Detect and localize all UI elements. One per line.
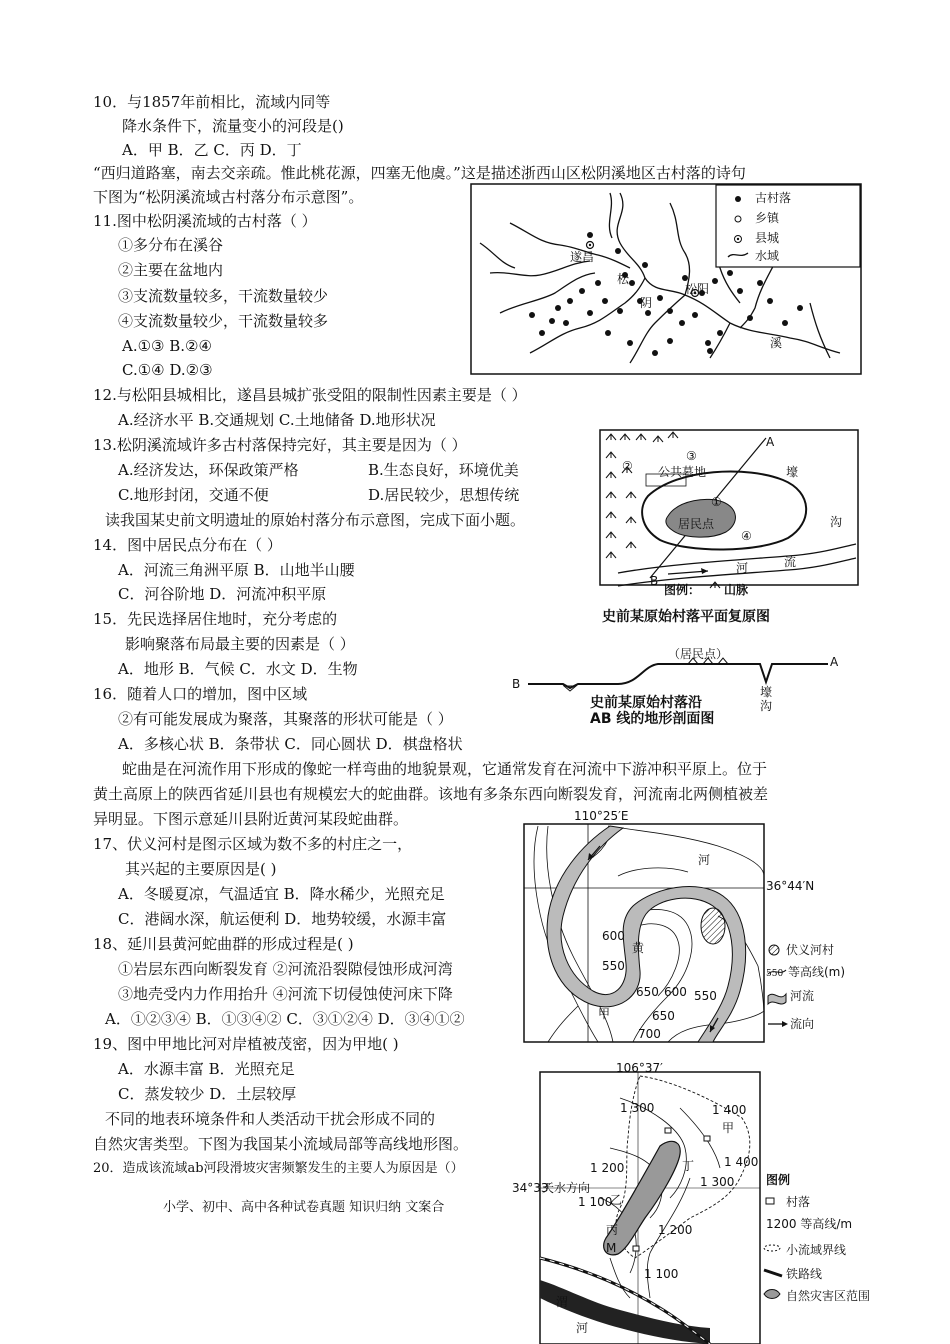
q17-options-ab: A．冬暖夏凉，气温适宜 B．降水稀少，光照充足 <box>118 885 445 903</box>
river-label-huang: 黄 <box>632 941 645 955</box>
village-b <box>633 1246 639 1251</box>
q11-options-cd: C.①④ D.②③ <box>122 361 213 379</box>
label-wei: 渭 <box>556 1295 569 1309</box>
label-a: A <box>766 435 775 449</box>
legend-contour-label: 1200 等高线/m <box>766 1217 853 1231</box>
label-moat-1: 壕 <box>786 465 799 479</box>
q16-options: A．多核心状 B．条带状 C．同心圆状 D．棋盘格状 <box>118 735 463 753</box>
legend-village-label: 伏义河村 <box>786 943 835 957</box>
legend-river-label: 河流 <box>790 989 815 1003</box>
river-label-he: 河 <box>698 853 711 867</box>
q15-line1: 15．先民选择居住地时，充分考虑的 <box>93 610 338 628</box>
contour-700: 700 <box>638 1027 661 1041</box>
label-jia: 甲 <box>722 1121 735 1135</box>
label-cemetery: 公共墓地 <box>658 465 707 479</box>
label-site-2: ② <box>622 459 633 473</box>
footer-text: 小学、初中、高中各种试卷真题 知识归纳 文案合 <box>163 1200 445 1215</box>
legend-river-symbol <box>768 994 786 1004</box>
legend-county-label: 县城 <box>755 231 780 245</box>
latitude-label: 36°44′N <box>766 879 815 893</box>
village-plan-caption: 史前某原始村落平面复原图 <box>602 609 770 625</box>
legend-water-label: 水域 <box>755 249 780 263</box>
profile-line <box>528 664 828 688</box>
legend-village-symbol <box>766 1198 774 1204</box>
meander-intro-line3: 异明显。下图示意延川县附近黄河某段蛇曲群。 <box>93 810 409 828</box>
contour-1200-a: 1 200 <box>590 1161 625 1175</box>
legend-flow-symbol <box>782 1021 788 1027</box>
q18-items-12: ①岩层东西向断裂发育 ②河流沿裂隙侵蚀形成河湾 <box>118 960 453 978</box>
label-site-4: ④ <box>741 529 752 543</box>
contour-600-b: 600 <box>664 985 687 999</box>
q10-line1: 10．与1857年前相比，流域内同等 <box>93 93 331 111</box>
longitude-label: 106°37′ <box>616 1061 663 1075</box>
label-xi: 溪 <box>770 336 783 350</box>
legend-railway-label: 铁路线 <box>786 1267 823 1281</box>
q13-option-a: A.经济发达，环保政策严格 <box>118 461 299 479</box>
q11-item4: ④支流数量较少，干流数量较多 <box>118 312 329 330</box>
fuyihe-village <box>701 908 725 944</box>
legend-town-symbol <box>735 216 741 222</box>
label-b: B <box>650 574 659 588</box>
q11-item2: ②主要在盆地内 <box>118 261 224 279</box>
q16-line2: ②有可能发展成为聚落，其聚落的形状可能是（ ） <box>118 710 453 728</box>
legend-village-label: 村落 <box>786 1195 811 1209</box>
label-bing: 丙 <box>606 1223 619 1237</box>
q18-options: A．①②③④ B．①③④② C．③①②④ D．③④①② <box>105 1010 465 1028</box>
q14-16-intro: 读我国某史前文明遗址的原始村落分布示意图，完成下面小题。 <box>105 511 526 529</box>
legend-flow-label: 流向 <box>790 1017 815 1031</box>
q13-option-d: D.居民较少，思想传统 <box>368 486 520 504</box>
yellow-river-meander-map <box>518 806 858 1046</box>
contour-1200-b: 1 200 <box>658 1223 693 1237</box>
q17-options-cd: C．港阔水深，航运便利 D．地势较缓，水源丰富 <box>118 910 447 928</box>
label-jia: 甲 <box>598 1007 611 1021</box>
q13-stem: 13.松阴溪流域许多古村落保持完好，其主要是因为（ ） <box>93 436 467 454</box>
meander-intro-line1: 蛇曲是在河流作用下形成的像蛇一样弯曲的地貌景观，它通常发育在河流中下游冲积平原上。位于 <box>122 760 768 778</box>
profile-label-a: A <box>830 655 839 669</box>
legend-disaster-label: 自然灾害区范围 <box>786 1289 871 1303</box>
legend-railway-symbol <box>764 1270 782 1276</box>
contour-550-a: 550 <box>602 959 625 973</box>
contour-1400-a: 1 400 <box>712 1103 747 1117</box>
small-watershed-map <box>510 1058 871 1344</box>
q11-item1: ①多分布在溪谷 <box>118 236 224 254</box>
contour-1100-a: 1 100 <box>578 1195 613 1209</box>
legend-boundary-symbol <box>764 1245 780 1251</box>
q13-option-c: C.地形封闭，交通不便 <box>118 486 269 504</box>
q14-stem: 14．图中居民点分布在（ ） <box>93 536 282 554</box>
legend-village-symbol <box>769 945 779 955</box>
contour-600-a: 600 <box>602 929 625 943</box>
q11-options-ab: A.①③ B.②④ <box>122 337 212 355</box>
longitude-label: 110°25′E <box>574 809 629 823</box>
disaster-intro-line2: 自然灾害类型。下图为我国某小流域局部等高线地形图。 <box>93 1135 469 1153</box>
q10-line2: 降水条件下，流量变小的河段是() <box>122 117 344 135</box>
contour-550-b: 550 <box>694 989 717 1003</box>
village-c <box>704 1136 710 1141</box>
q18-stem: 18、延川县黄河蛇曲群的形成过程是( ) <box>93 935 354 953</box>
legend-title: 图例 <box>766 1173 791 1187</box>
q11-stem: 11.图中松阴溪流域的古村落（ ） <box>93 212 317 230</box>
label-songyang: 松阳 <box>685 282 710 296</box>
profile-caption-line2: AB 线的地形剖面图 <box>590 711 715 727</box>
label-he: 河 <box>576 1321 589 1335</box>
q17-line2: 其兴起的主要原因是( ) <box>125 860 277 878</box>
contour-1100-b: 1 100 <box>644 1267 679 1281</box>
legend-contour-num: 550 <box>766 969 784 979</box>
legend-contour-label: 等高线(m) <box>788 965 846 979</box>
poem-intro-line1: “西归道路塞，南去交亲疏。惟此桃花源，四塞无他虞。”这是描述浙西山区松阴溪地区古村落的诗句 <box>93 164 746 182</box>
q15-options: A．地形 B．气候 C．水文 D．生物 <box>118 660 358 678</box>
label-tianshui-direction: 天水方向 <box>542 1181 591 1195</box>
q14-options-ab: A．河流三角洲平原 B．山地半山腰 <box>118 561 355 579</box>
q10-options: A．甲 B．乙 C．丙 D．丁 <box>122 141 302 159</box>
legend-disaster-symbol <box>764 1290 780 1299</box>
label-river-liu: 流 <box>784 555 797 569</box>
q19-stem: 19、图中甲地比河对岸植被茂密，因为甲地( ) <box>93 1035 399 1053</box>
label-site-1: ① <box>711 495 722 509</box>
q13-option-b: B.生态良好，环境优美 <box>368 461 519 479</box>
contour-1300-b: 1 300 <box>700 1175 735 1189</box>
label-river-he: 河 <box>736 561 749 575</box>
label-song: 松 <box>617 272 630 286</box>
legend-county-symbol <box>737 238 739 240</box>
profile-label-settlement: （居民点） <box>668 647 729 661</box>
label-settlement: 居民点 <box>678 517 715 531</box>
label-site-3: ③ <box>686 449 697 463</box>
village-a <box>665 1128 671 1133</box>
q12-stem: 12.与松阳县城相比，遂昌县城扩张受阻的限制性因素主要是（ ） <box>93 386 527 404</box>
legend-village-label: 古村落 <box>755 191 792 205</box>
q18-items-34: ③地壳受内力作用抬升 ④河流下切侵蚀使河床下降 <box>118 985 453 1003</box>
label-yin: 阴 <box>640 296 653 310</box>
legend-title: 图例： <box>664 583 701 597</box>
legend-boundary-label: 小流域界线 <box>786 1243 847 1257</box>
contour-650-a: 650 <box>636 985 659 999</box>
q16-line1: 16．随着人口的增加，图中区域 <box>93 685 308 703</box>
label-yi: 乙 <box>610 1193 623 1207</box>
profile-label-b: B <box>512 677 521 691</box>
q19-options-cd: C．蒸发较少 D．土层较厚 <box>118 1085 297 1103</box>
latitude-label: 34°33′ <box>512 1181 552 1195</box>
q20-stem: 20．造成该流域ab河段滑坡灾害频繁发生的主要人为原因是（） <box>93 1161 464 1176</box>
label-suichang: 遂昌 <box>570 250 595 264</box>
q17-line1: 17、伏义河村是图示区域为数不多的村庄之一， <box>93 835 413 853</box>
q14-options-cd: C．河谷阶地 D．河流冲积平原 <box>118 585 327 603</box>
disaster-intro-line1: 不同的地表环境条件和人类活动干扰会形成不同的 <box>105 1110 436 1128</box>
q11-item3: ③支流数量较多，干流数量较少 <box>118 287 329 305</box>
profile-caption-line1: 史前某原始村落沿 <box>590 695 702 711</box>
label-moat-2: 沟 <box>830 515 843 529</box>
contour-1400-b: 1 400 <box>724 1155 759 1169</box>
label-ding: 丁 <box>682 1159 695 1173</box>
contour-650-b: 650 <box>652 1009 675 1023</box>
meander-intro-line2: 黄土高原上的陕西省延川县也有规模宏大的蛇曲群。该地有多条东西向断裂发育，河流南北两侧植被差 <box>93 785 769 803</box>
village-plan-map <box>598 428 860 598</box>
legend-village-symbol <box>735 196 741 202</box>
profile-label-moat-2: 沟 <box>760 699 773 713</box>
poem-intro-line2: 下图为“松阴溪流域古村落分布示意图”。 <box>93 188 364 206</box>
songyin-river-map <box>470 183 862 375</box>
legend-mountain-label: 山脉 <box>724 583 749 597</box>
contour-1300-a: 1 300 <box>620 1101 655 1115</box>
q15-line2: 影响聚落布局最主要的因素是（ ） <box>125 635 355 653</box>
q12-options: A.经济水平 B.交通规划 C.土地储备 D.地形状况 <box>118 411 436 429</box>
label-m: M <box>606 1241 617 1255</box>
q19-options-ab: A．水源丰富 B．光照充足 <box>118 1060 295 1078</box>
profile-label-moat-1: 壕 <box>760 685 773 699</box>
legend-town-label: 乡镇 <box>755 211 780 225</box>
